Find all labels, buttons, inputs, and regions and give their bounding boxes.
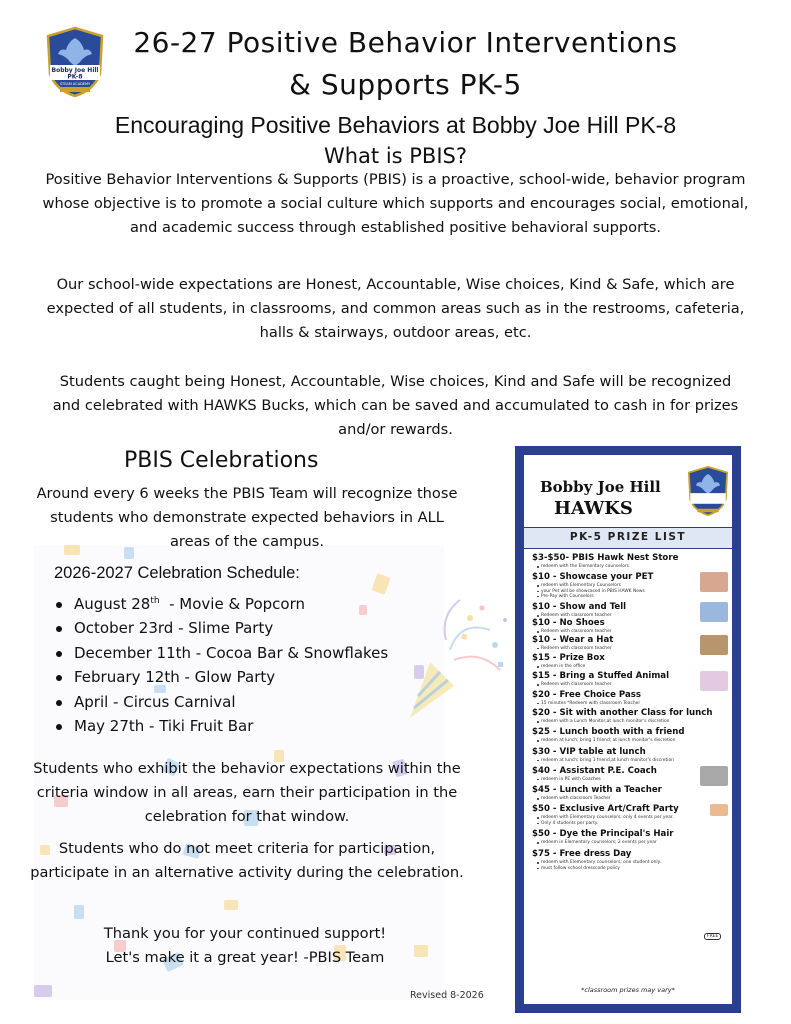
schedule-item: May 27th - Tiki Fruit Bar	[56, 714, 388, 738]
prize-item	[532, 690, 728, 706]
prize-item	[532, 849, 728, 871]
prize-notes	[537, 719, 728, 724]
prize-note: redeem in Elementary counselors; 2 events per year	[537, 840, 728, 845]
flyer-crest-logo	[686, 465, 730, 517]
prize-note: Redeem with classroom teacher	[537, 682, 728, 687]
prize-note: redeem in PE with Coaches	[537, 777, 728, 782]
prize-name: $50 - Dye the Principal's Hair	[532, 829, 674, 840]
prize-item	[532, 708, 728, 724]
prize-list-flyer	[515, 446, 741, 1013]
prize-item	[532, 572, 728, 599]
prize-note: must follow school dresscode policy	[537, 866, 728, 871]
prize-name: $20 - Free Choice Pass	[532, 689, 641, 700]
prize-name: $15 - Prize Box	[532, 653, 605, 664]
prize-name: $25 - Lunch booth with a friend	[532, 727, 685, 738]
thanks-line-1: Thank you for your continued support!	[103, 925, 387, 942]
prize-notes	[537, 564, 728, 569]
prize-note: redeem at lunch; bring 1 friend; at lunch monitor's discretion	[537, 738, 728, 743]
prize-name: $3-$50- PBIS Hawk Nest Store	[532, 553, 679, 563]
prize-note: redeem with Elementary counselors; only 4 events per year.	[537, 815, 728, 820]
prize-name: $75 - Free dress Day	[532, 849, 632, 860]
schedule-heading: 2026-2027 Celebration Schedule:	[54, 564, 300, 582]
prize-note: redeem with classroom Teacher	[537, 796, 728, 801]
flyer-title-line1: Bobby Joe Hill	[540, 478, 661, 496]
prize-note: redeem with Elementary counselors; one student only.	[537, 860, 728, 865]
prize-note: Redeem with classroom teacher	[537, 629, 728, 634]
prize-item	[532, 829, 728, 845]
prize-note: redeem with the Elementary counselors	[537, 564, 728, 569]
prize-name: $10 - Showcase your PET	[532, 572, 654, 583]
prize-photo	[710, 804, 728, 816]
page-subtitle: Encouraging Positive Behaviors at Bobby Joe Hill PK-8	[114, 112, 677, 138]
prize-item	[532, 804, 728, 826]
prize-item	[532, 785, 728, 801]
prize-notes	[537, 738, 728, 743]
prize-item	[532, 766, 728, 782]
prize-note: redeem in the office	[537, 664, 728, 669]
criteria-not-met-paragraph: Students who do not meet criteria for participation, participate in an alternative activity during the celebration.	[30, 840, 464, 881]
schedule-item: December 11th - Cocoa Bar & Snowflakes	[56, 641, 388, 665]
prize-name: $10 - Show and Tell	[532, 602, 627, 613]
prize-note: Pre-Pay with Counselors	[537, 594, 728, 599]
free-badge: FREE	[704, 933, 721, 940]
prize-note: Redeem with classroom teacher	[537, 646, 728, 651]
prize-list-band: PK-5 PRIZE LIST	[524, 527, 732, 549]
prize-notes	[537, 758, 728, 763]
prize-name: $40 - Assistant P.E. Coach	[532, 765, 657, 776]
prize-note: redeem at lunch; bring 1 friend,at lunch monitor's discretion	[537, 758, 728, 763]
prize-notes	[537, 796, 728, 801]
prize-notes	[537, 664, 728, 669]
prize-note: redeem with Elementary Counselors	[537, 583, 728, 588]
prize-name: $30 - VIP table at lunch	[532, 746, 646, 757]
prize-notes	[537, 815, 728, 826]
celebrations-heading: PBIS Celebrations	[124, 448, 319, 473]
prize-photo	[700, 572, 728, 592]
what-is-pbis-heading: What is PBIS?	[323, 144, 468, 168]
prize-name: $10 - Wear a Hat	[532, 634, 614, 645]
flyer-title-line2: HAWKS	[554, 498, 633, 519]
prize-name: $50 - Exclusive Art/Craft Party	[532, 804, 679, 815]
schedule-item: April - Circus Carnival	[56, 690, 388, 714]
prize-name: $15 - Bring a Stuffed Animal	[532, 671, 670, 682]
intro-paragraph-1: Positive Behavior Interventions & Supports (PBIS) is a proactive, school-wide, behavior program whose objective is to promote a social culture which supports and encourages social, emotional, and academic success through established positive behavioral supports.	[42, 171, 749, 236]
prize-note: Redeem with classroom teacher	[537, 613, 728, 618]
prize-photo	[700, 671, 728, 691]
prize-name: $10 - No Shoes	[532, 618, 605, 629]
prize-item	[532, 653, 728, 669]
schedule-item: August 28th - Movie & Popcorn	[56, 592, 388, 616]
prize-item	[532, 553, 728, 569]
svg-text:STEAM ACADEMY: STEAM ACADEMY	[59, 82, 91, 86]
flyer-footer: *classroom prizes may vary*	[581, 986, 675, 994]
prize-item	[532, 727, 728, 743]
revised-date: Revised 8-2026	[410, 990, 484, 1001]
thank-you-note	[40, 922, 450, 970]
prize-note: your Pet will be showcased in PBIS HAWK News	[537, 589, 728, 594]
prize-item	[532, 602, 728, 618]
prize-item	[532, 635, 728, 651]
celebrations-intro: Around every 6 weeks the PBIS Team will recognize those students who demonstrate expected behaviors in ALL areas of the campus.	[36, 485, 458, 550]
svg-text:PK-8: PK-8	[67, 73, 83, 81]
prize-note: Only 4 students per party.	[537, 821, 728, 826]
prize-list	[532, 553, 728, 871]
prize-name: $45 - Lunch with a Teacher	[532, 785, 662, 796]
schedule-item: February 12th - Glow Party	[56, 665, 388, 689]
svg-text:Bobby Joe Hill: Bobby Joe Hill	[51, 67, 99, 74]
prize-photo	[700, 766, 728, 786]
party-popper-icon	[410, 590, 520, 720]
prize-item	[532, 747, 728, 763]
intro-paragraph-2: Our school-wide expectations are Honest, Accountable, Wise choices, Kind & Safe, which are expected of all students, in classrooms, and common areas such as in the restrooms, cafeteria, halls & stairways, outdoor areas, etc.	[46, 276, 745, 341]
page-title-line2: & Supports PK-5	[289, 68, 522, 101]
intro-paragraph-3: Students caught being Honest, Accountable, Wise choices, Kind and Safe will be recognized and celebrated with HAWKS Bucks, which can be saved and accumulated to cash in for prizes and/or rewards.	[52, 373, 739, 438]
thanks-line-2: Let's make it a great year! -PBIS Team	[105, 949, 385, 966]
criteria-met-paragraph: Students who exhibit the behavior expectations within the criteria window in all areas, earn their participation in the celebration for that window.	[33, 760, 461, 825]
prize-notes	[537, 860, 728, 871]
prize-note: 15 minutes *Redeem with classroom Teacher	[537, 701, 728, 706]
prize-notes	[537, 701, 728, 706]
celebration-schedule-list	[56, 592, 388, 738]
prize-item	[532, 671, 728, 687]
schedule-item: October 23rd - Slime Party	[56, 616, 388, 640]
prize-item	[532, 618, 728, 634]
prize-notes	[537, 840, 728, 845]
page-title-line1: 26-27 Positive Behavior Interventions	[133, 26, 678, 59]
prize-note: redeem with a Lunch Monitor,at lunch monitor's discretion	[537, 719, 728, 724]
flyer-title	[540, 477, 661, 519]
prize-name: $20 - Sit with another Class for lunch	[532, 707, 713, 718]
prize-photo	[700, 635, 728, 655]
